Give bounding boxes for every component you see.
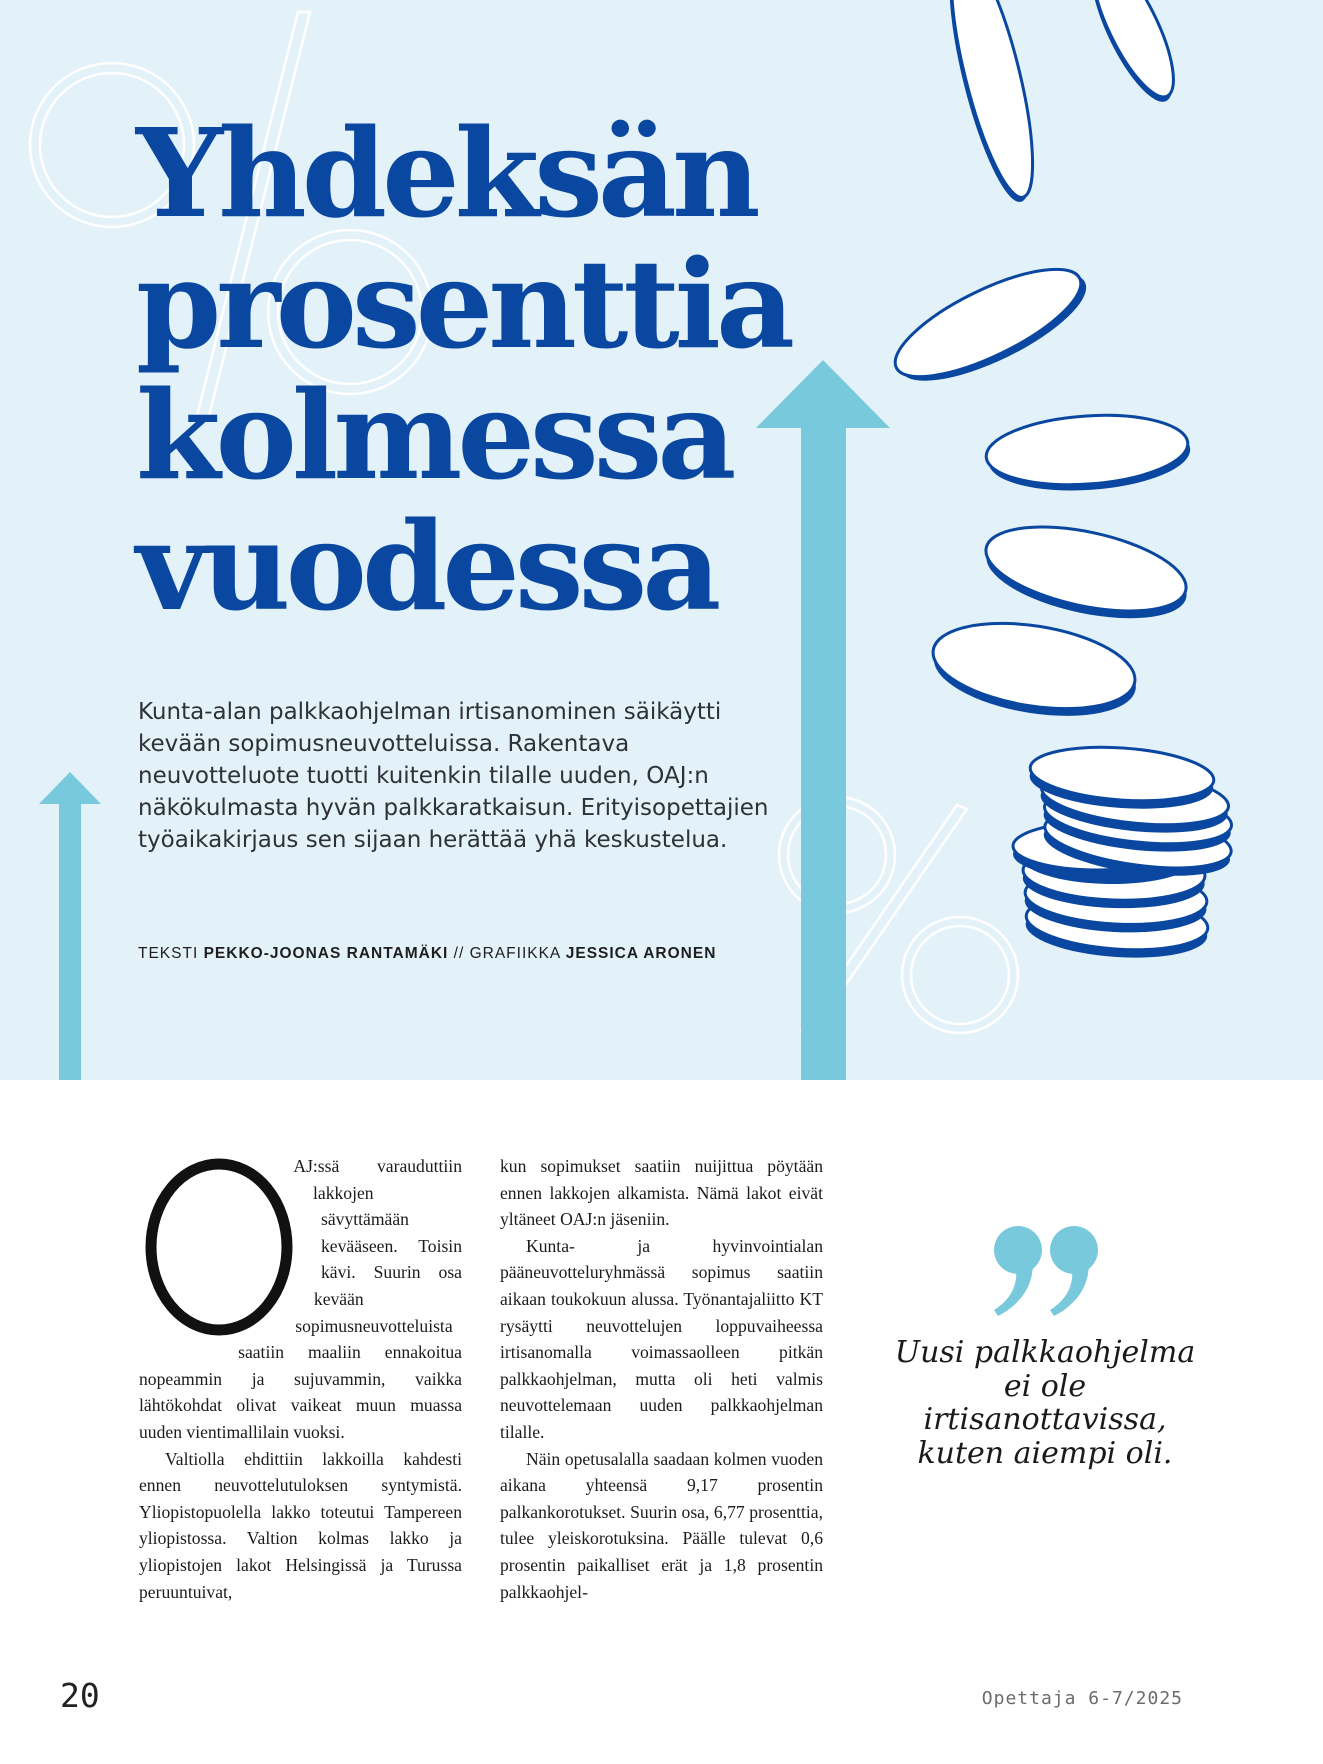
drop-cap-letter	[139, 1151, 309, 1341]
byline	[138, 945, 716, 963]
publication-folio: Opettaja 6-7/2025	[981, 1688, 1183, 1709]
body-paragraph: kun sopimukset saatiin nuijittua pöytään ennen lakkojen alkamista. Nämä lakot eivät yltäneet OAJ:n jäseniin.	[500, 1156, 823, 1230]
stacked-coins	[1013, 742, 1235, 964]
svg-text:O: O	[211, 1254, 227, 1276]
byline-author: PEKKO-JOONAS RANTAMÄKI	[203, 945, 449, 962]
headline-line: Yhdeksän	[136, 101, 756, 245]
falling-coin	[882, 0, 1196, 729]
headline-line: prosenttia	[136, 232, 791, 376]
lead-paragraph: Kunta-alan palkkaohjelman irtisanominen säikäytti kevään sopimusneuvotteluissa. Rakentava neuvotteluote tuotti kuitenkin tilalle uuden, OAJ:n näkökulmasta hyvän palkkaratkaisun. Erityisopettajien työaikakirjaus sen sijaan herättää yhä keskustelua.	[138, 699, 769, 853]
body-column-2	[500, 1153, 823, 1605]
byline-graphics-label: GRAFIIKKA	[469, 945, 561, 962]
byline-illustrator: JESSICA ARONEN	[565, 945, 717, 962]
page-number: 20	[60, 1676, 100, 1715]
body-column-1	[139, 1153, 462, 1605]
quotation-mark-icon	[992, 1224, 1104, 1316]
drop-cap	[139, 1151, 309, 1341]
headline-line: vuodessa	[136, 494, 717, 638]
body-paragraph: Näin opetusalalla saadaan kolmen vuoden aikana yhteensä 9,17 prosentin palkankorotukset. Suurin osa, 6,77 prosenttia, tulee yleiskorotuksina. Päälle tulevat 0,6 prosentin paikalliset erät ja 1,8 prosentin palkkaohjel-	[500, 1448, 823, 1602]
body-paragraph: Valtiolla ehdittiin lakkoilla kahdesti ennen neuvottelutuloksen syntymistä. Yliopistopuolella lakko toteutui Tampereen yliopistossa. Valtion kolmas lakko ja yliopistojen lakot Helsingissä ja Turussa peruuntuivat,	[139, 1448, 462, 1602]
body-paragraph: AJ:ssä varauduttiin lakkojen sävyttämään kevääseen. Toisin kävi. Suurin osa kevään sopimusneuvotteluista saatiin maaliin ennakoitua nopeammin ja sujuvammin, vaikka lähtökohdat olivat vaikeat muun muassa uuden vientimallilain vuoksi.	[139, 1156, 462, 1442]
upward-arrow	[39, 772, 101, 1080]
headline-line: kolmessa	[136, 363, 732, 507]
byline-text-label: TEKSTI	[138, 945, 199, 962]
pull-quote: Uusi palkkaohjelma ei ole irtisanottavissa, kuten aiempi oli.	[894, 1335, 1196, 1471]
byline-separator: //	[453, 945, 465, 962]
headline	[136, 101, 791, 638]
body-paragraph: Kunta- ja hyvinvointialan pääneuvotteluryhmässä sopimus saatiin aikaan toukokuun alussa. Työnantajaliitto KT rysäytti neuvottelujen loppuvaiheessa irtisanomalla voimassaolleen pitkän palkkaohjelman, mutta oli heti valmis neuvottelemaan uuden palkkaohjelman tilalle.	[500, 1235, 823, 1442]
